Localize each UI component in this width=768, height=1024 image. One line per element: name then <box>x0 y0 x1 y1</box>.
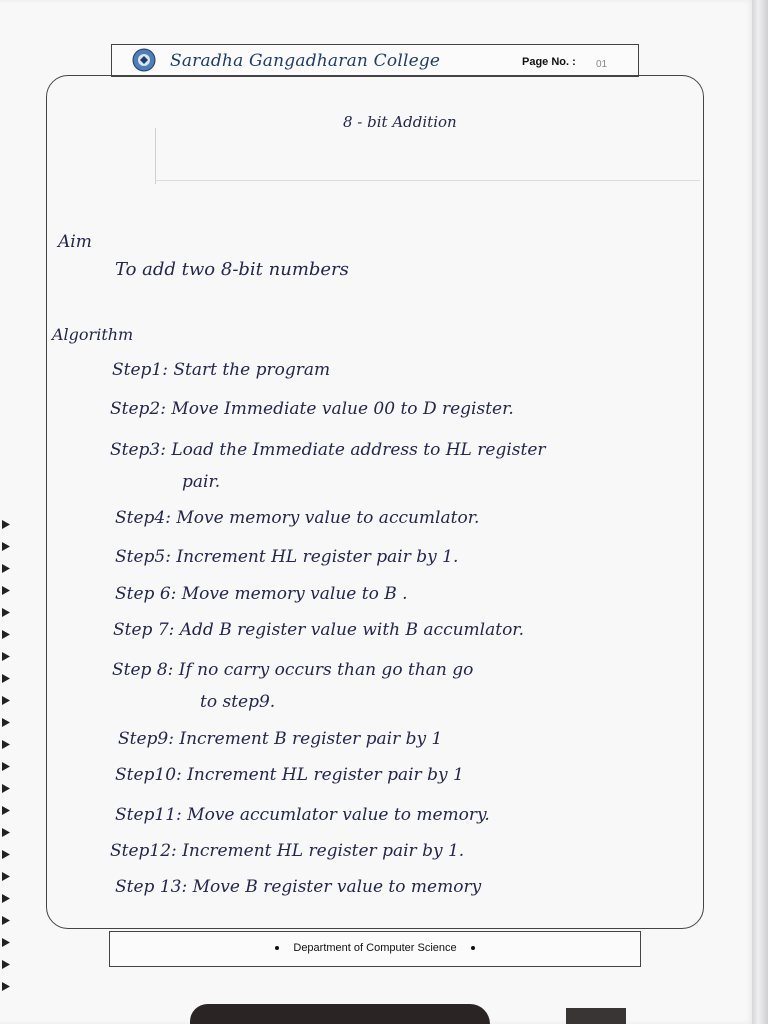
spiral-ring-icon <box>2 916 10 925</box>
footer-line <box>261 942 488 954</box>
spiral-ring-icon <box>2 762 10 771</box>
spiral-ring-icon <box>2 542 10 551</box>
spiral-ring-icon <box>2 630 10 639</box>
title-margin-line <box>155 128 156 184</box>
step-line: Step9: Increment B register pair by 1 <box>118 729 443 749</box>
photo-shadow-right <box>566 1008 626 1024</box>
step-line: to step9. <box>200 692 276 712</box>
page-footer <box>109 931 641 967</box>
step-line: Step2: Move Immediate value 00 to D register. <box>110 399 514 419</box>
step-line: Step 13: Move B register value to memory <box>115 877 482 897</box>
bullet-icon <box>471 946 475 950</box>
spiral-ring-icon <box>2 938 10 947</box>
step-line: Step10: Increment HL register pair by 1 <box>115 765 464 785</box>
spiral-ring-icon <box>2 828 10 837</box>
college-logo-icon <box>132 48 156 72</box>
step-line: Step 8: If no carry occurs than go than go <box>112 660 474 680</box>
page-number-value: 01 <box>596 59 608 70</box>
spiral-ring-icon <box>2 586 10 595</box>
content-frame <box>46 75 704 929</box>
spiral-ring-icon <box>2 696 10 705</box>
spiral-ring-icon <box>2 674 10 683</box>
bullet-icon <box>275 946 279 950</box>
step-line: Step11: Move accumlator value to memory. <box>115 805 490 825</box>
aim-heading: Aim <box>58 232 92 252</box>
aim-text: To add two 8-bit numbers <box>115 259 349 280</box>
step-line: Step12: Increment HL register pair by 1. <box>110 841 465 861</box>
spiral-ring-icon <box>2 608 10 617</box>
step-line: Step1: Start the program <box>112 360 331 380</box>
algorithm-heading: Algorithm <box>52 325 134 344</box>
step-line: pair. <box>182 472 221 492</box>
spiral-ring-icon <box>2 784 10 793</box>
spiral-ring-icon <box>2 740 10 749</box>
step-line: Step5: Increment HL register pair by 1. <box>115 547 459 567</box>
step-line: Step3: Load the Immediate address to HL register <box>110 440 546 460</box>
title-underline <box>155 180 700 181</box>
page-number-label: Page No. : <box>522 56 576 68</box>
college-name: Saradha Gangadharan College <box>170 51 441 71</box>
page-title: 8 - bit Addition <box>343 113 457 131</box>
spiral-ring-icon <box>2 894 10 903</box>
spiral-binding <box>0 520 14 1020</box>
spiral-ring-icon <box>2 806 10 815</box>
spiral-ring-icon <box>2 564 10 573</box>
page-header <box>111 44 639 77</box>
photo-shadow <box>190 1004 490 1024</box>
department-name: Department of Computer Science <box>293 942 457 954</box>
spiral-ring-icon <box>2 652 10 661</box>
spiral-ring-icon <box>2 982 10 991</box>
step-line: Step 7: Add B register value with B accumlator. <box>113 620 524 640</box>
spiral-ring-icon <box>2 872 10 881</box>
step-line: Step4: Move memory value to accumlator. <box>115 508 480 528</box>
spiral-ring-icon <box>2 850 10 859</box>
page-edge <box>752 0 768 1024</box>
step-line: Step 6: Move memory value to B . <box>115 584 408 604</box>
spiral-ring-icon <box>2 718 10 727</box>
spiral-ring-icon <box>2 520 10 529</box>
spiral-ring-icon <box>2 960 10 969</box>
